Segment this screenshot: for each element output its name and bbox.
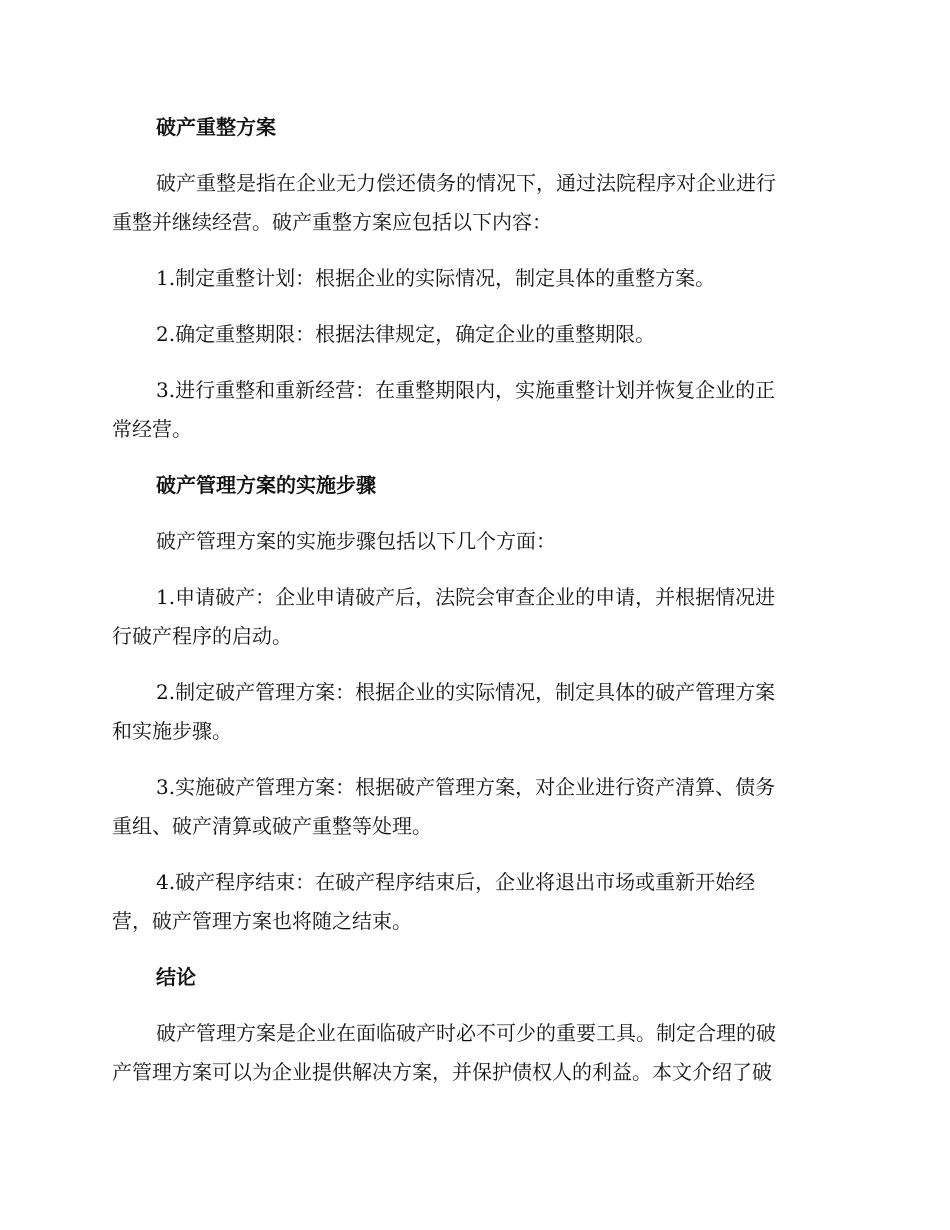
paragraph — [112, 1014, 832, 1092]
document-page — [112, 108, 832, 1109]
paragraph — [112, 522, 832, 561]
paragraph-line: 常经营。 — [112, 417, 192, 441]
section-heading: 破产重整方案 — [156, 115, 276, 139]
list-item — [112, 259, 832, 298]
paragraph-line: 3.进行重整和重新经营：在重整期限内，实施重整计划并恢复企业的正 — [156, 378, 776, 402]
paragraph-line: 破产管理方案是企业在面临破产时必不可少的重要工具。制定合理的破 — [156, 1021, 776, 1045]
paragraph-line: 破产管理方案的实施步骤包括以下几个方面： — [156, 529, 556, 553]
list-item — [112, 673, 832, 751]
paragraph-line: 4.破产程序结束：在破产程序结束后，企业将退出市场或重新开始经 — [156, 870, 756, 894]
paragraph — [112, 164, 832, 242]
list-item — [112, 315, 832, 354]
paragraph-line: 2.确定重整期限：根据法律规定，确定企业的重整期限。 — [156, 322, 656, 346]
paragraph-line: 营，破产管理方案也将随之结束。 — [112, 909, 412, 933]
paragraph-line: 行破产程序的启动。 — [112, 624, 292, 648]
list-item — [112, 371, 832, 449]
paragraph-line: 重整并继续经营。破产重整方案应包括以下内容： — [112, 210, 552, 234]
paragraph-line: 3.实施破产管理方案：根据破产管理方案，对企业进行资产清算、债务 — [156, 775, 776, 799]
paragraph-line: 重组、破产清算或破产重整等处理。 — [112, 814, 432, 838]
list-item — [112, 578, 832, 656]
list-item — [112, 863, 832, 941]
paragraph-line: 2.制定破产管理方案：根据企业的实际情况，制定具体的破产管理方案 — [156, 680, 776, 704]
list-item — [112, 768, 832, 846]
paragraph-line: 1.制定重整计划：根据企业的实际情况，制定具体的重整方案。 — [156, 266, 716, 290]
paragraph-line: 和实施步骤。 — [112, 719, 232, 743]
paragraph-line: 破产重整是指在企业无力偿还债务的情况下，通过法院程序对企业进行 — [156, 171, 776, 195]
paragraph-line: 1.申请破产：企业申请破产后，法院会审查企业的申请，并根据情况进 — [156, 585, 776, 609]
paragraph-line: 产管理方案可以为企业提供解决方案，并保护债权人的利益。本文介绍了破 — [112, 1060, 772, 1084]
section-heading: 破产管理方案的实施步骤 — [156, 473, 376, 497]
section-heading: 结论 — [156, 965, 196, 989]
